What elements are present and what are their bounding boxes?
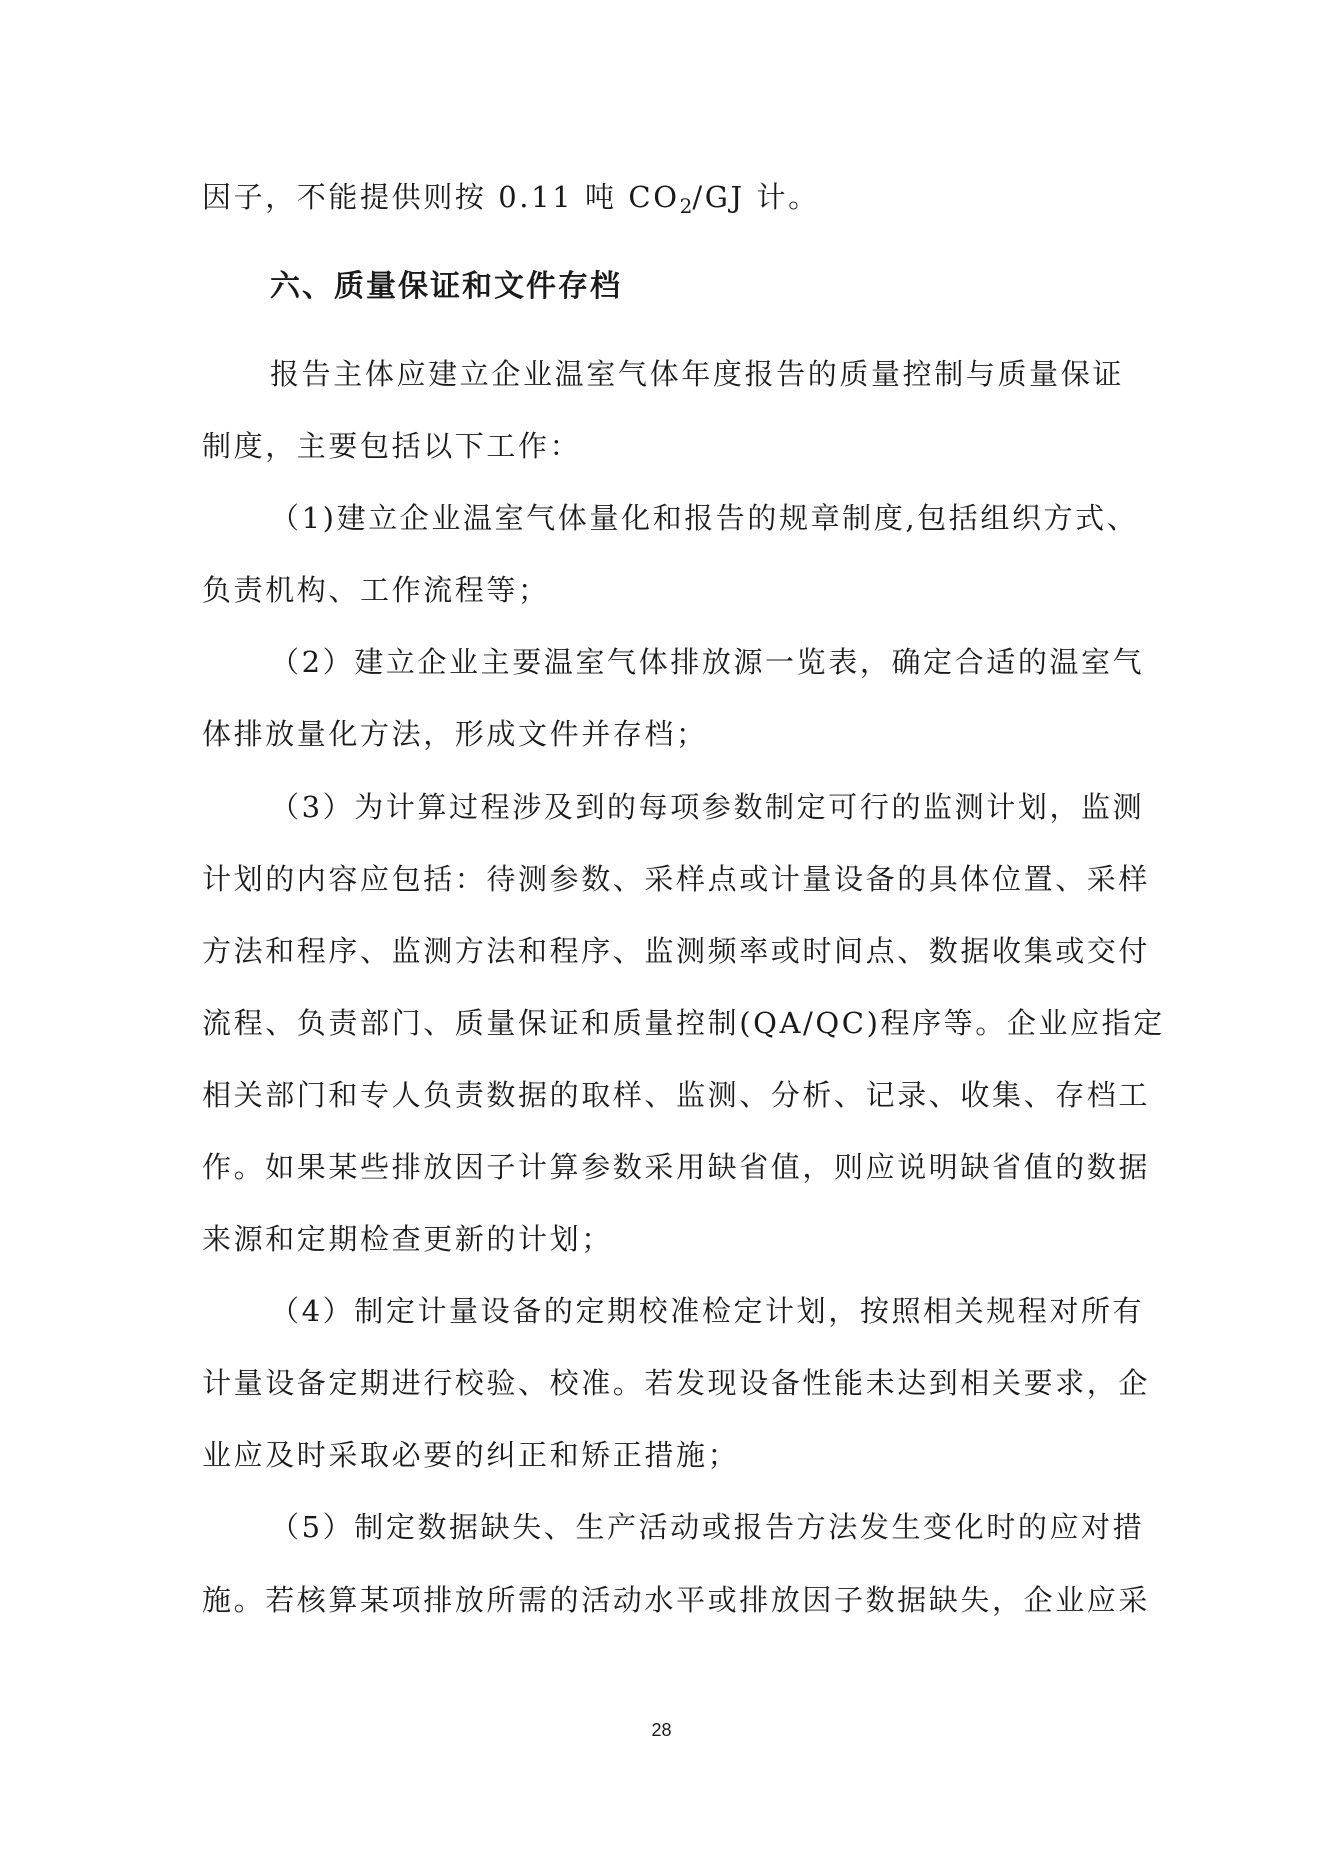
list-item-2-line: 体排放量化方法，形成文件并存档； bbox=[202, 717, 708, 751]
page-number: 28 bbox=[651, 1720, 672, 1740]
list-item-3-line: 作。如果某些排放因子计算参数采用缺省值，则应说明缺省值的数据 bbox=[202, 1150, 1151, 1184]
list-item-3-line: 计划的内容应包括：待测参数、采样点或计量设备的具体位置、采样 bbox=[202, 862, 1151, 896]
list-item-3-line: 来源和定期检查更新的计划； bbox=[202, 1222, 613, 1256]
co2-subscript: 2 bbox=[679, 194, 693, 218]
list-item-3-line: 方法和程序、监测方法和程序、监测频率或时间点、数据收集或交付 bbox=[202, 934, 1151, 968]
list-item-1-line: 负责机构、工作流程等； bbox=[202, 573, 550, 607]
list-item-4-line: （4）制定计量设备的定期校准检定计划，按照相关规程对所有 bbox=[270, 1294, 1145, 1328]
list-item-5-line: 施。若核算某项排放所需的活动水平或排放因子数据缺失，企业应采 bbox=[202, 1583, 1151, 1617]
list-item-4-line: 业应及时采取必要的纠正和矫正措施； bbox=[202, 1438, 740, 1472]
list-item-3-line: 流程、负责部门、质量保证和质量控制(QA/QC)程序等。企业应指定 bbox=[202, 1006, 1165, 1040]
list-item-4-line: 计量设备定期进行校验、校准。若发现设备性能未达到相关要求，企 bbox=[202, 1366, 1151, 1400]
intro-line bbox=[202, 177, 1124, 226]
paragraph-line: 报告主体应建立企业温室气体年度报告的质量控制与质量保证 bbox=[270, 357, 1124, 391]
list-item-1-line: （1)建立企业温室气体量化和报告的规章制度,包括组织方式、 bbox=[270, 501, 1139, 535]
list-item-2-line: （2）建立企业主要温室气体排放源一览表，确定合适的温室气 bbox=[270, 645, 1145, 679]
intro-text-after: /GJ 计。 bbox=[692, 180, 820, 214]
list-item-3-line: 相关部门和专人负责数据的取样、监测、分析、记录、收集、存档工 bbox=[202, 1078, 1151, 1112]
section-heading: 六、质量保证和文件存档 bbox=[270, 269, 622, 304]
list-item-3-line: （3）为计算过程涉及到的每项参数制定可行的监测计划，监测 bbox=[270, 790, 1145, 824]
paragraph-line: 制度，主要包括以下工作： bbox=[202, 429, 582, 463]
list-item-5-line: （5）制定数据缺失、生产活动或报告方法发生变化时的应对措 bbox=[270, 1510, 1145, 1544]
intro-text-before: 因子，不能提供则按 0.11 吨 CO bbox=[202, 180, 680, 214]
